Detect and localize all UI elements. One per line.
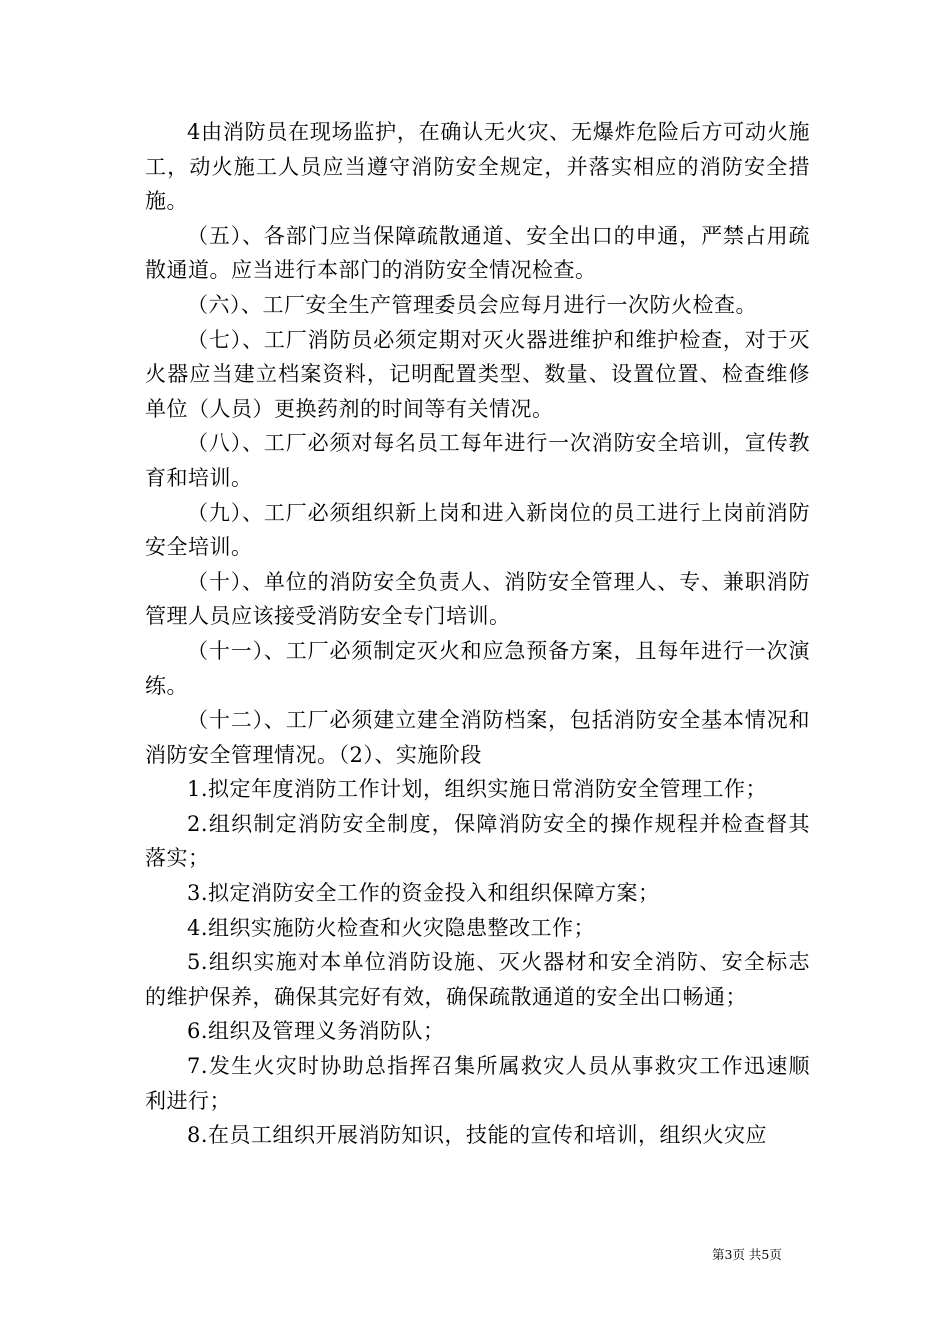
paragraph-4: （七）、工厂消防员必须定期对灭火器进维护和维护检查，对于灭火器应当建立档案资料，记明配置类型、数量、设置位置、检查维修单位（人员）更换药剂的时间等有关情况。 bbox=[145, 327, 810, 421]
paragraph-8: （十一）、工厂必须制定灭火和应急预备方案，且每年进行一次演练。 bbox=[145, 638, 810, 698]
list-item-4: 4.组织实施防火检查和火灾隐患整改工作； bbox=[187, 915, 596, 940]
list-item-1: 1.拟定年度消防工作计划，组织实施日常消防安全管理工作； bbox=[187, 777, 768, 802]
paragraph-7: （十）、单位的消防安全负责人、消防安全管理人、专、兼职消防管理人员应该接受消防安全专门培训。 bbox=[145, 569, 810, 629]
list-item-5: 5.组织实施对本单位消防设施、灭火器材和安全消防、安全标志的维护保养，确保其完好有效，确保疏散通道的安全出口畅通； bbox=[145, 950, 810, 1009]
paragraph-6: （九）、工厂必须组织新上岗和进入新岗位的员工进行上岗前消防安全培训。 bbox=[145, 500, 810, 560]
paragraph-2: （五）、各部门应当保障疏散通道、安全出口的申通，严禁占用疏散通道。应当进行本部门的消防安全情况检查。 bbox=[145, 223, 810, 283]
list-item-2: 2.组织制定消防安全制度，保障消防安全的操作规程并检查督其落实； bbox=[145, 811, 810, 871]
document-body bbox=[145, 115, 810, 1153]
paragraph-5: （八）、工厂必须对每名员工每年进行一次消防安全培训，宣传教育和培训。 bbox=[145, 431, 810, 490]
paragraph-1: 4由消防员在现场监护，在确认无火灾、无爆炸危险后方可动火施工，动火施工人员应当遵守消防安全规定，并落实相应的消防安全措施。 bbox=[145, 120, 810, 214]
paragraph-9: （十二）、工厂必须建立建全消防档案，包括消防安全基本情况和消防安全管理情况。（2）、实施阶段 bbox=[145, 708, 810, 767]
page-number: 第3页 共5页 bbox=[712, 1247, 782, 1262]
list-item-6: 6.组织及管理义务消防队； bbox=[187, 1019, 445, 1044]
list-item-8: 8.在员工组织开展消防知识，技能的宣传和培训，组织火灾应 bbox=[187, 1123, 768, 1148]
list-item-3: 3.拟定消防安全工作的资金投入和组织保障方案； bbox=[187, 881, 660, 906]
paragraph-3: （六）、工厂安全生产管理委员会应每月进行一次防火检查。 bbox=[187, 292, 757, 317]
list-item-7: 7.发生火灾时协助总指挥召集所属救灾人员从事救灾工作迅速顺利进行； bbox=[145, 1054, 810, 1113]
